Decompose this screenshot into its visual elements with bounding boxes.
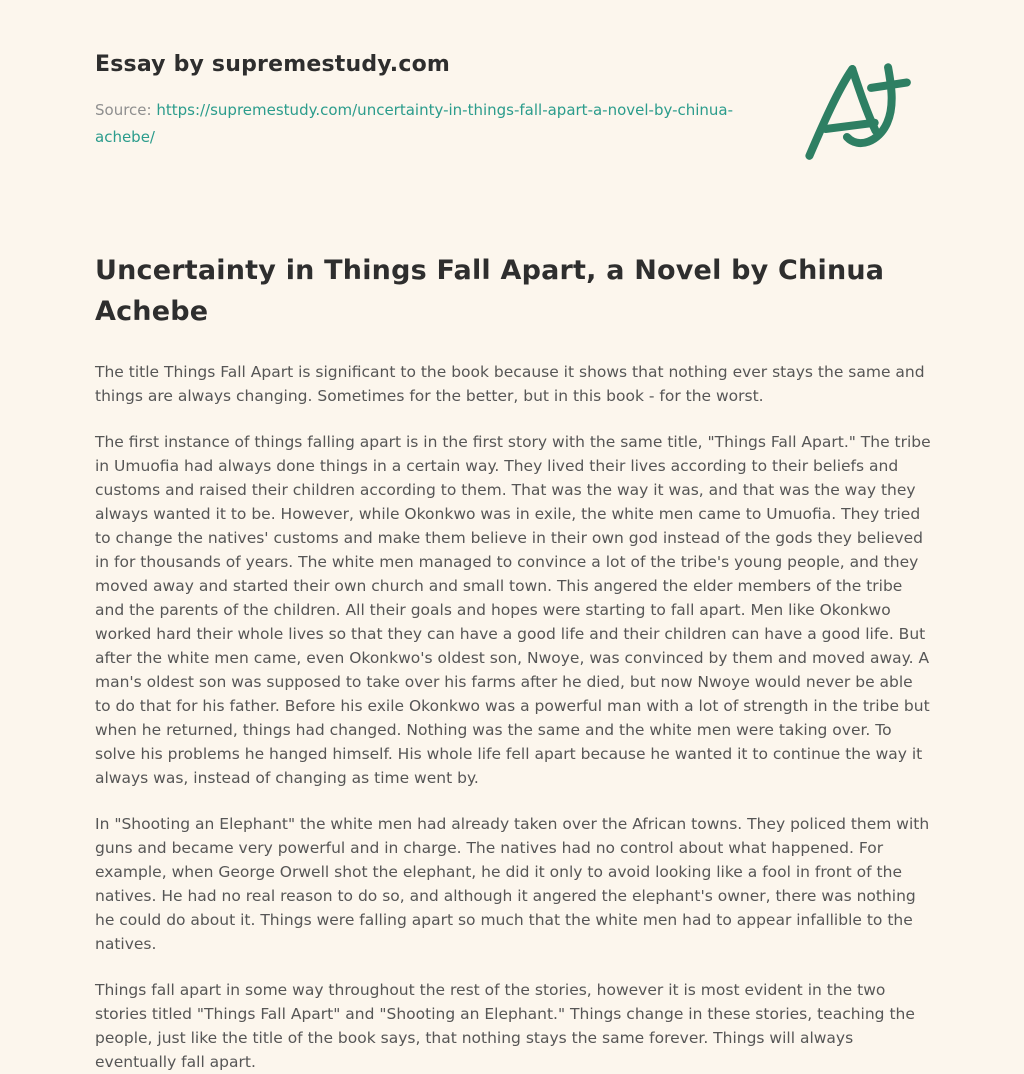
essay-title: Uncertainty in Things Fall Apart, a Novel by Chinua Achebe — [95, 255, 885, 327]
source-label: Source: — [95, 101, 157, 119]
source-line — [95, 97, 760, 151]
essay-paragraph-3: In "Shooting an Elephant" the white men had already taken over the African towns. They policed them with guns and became very powerful and in charge. The natives had no control about what happened. For example, when George Orwell shot the elephant, he did it only to avoid looking like a fool in front of the natives. He had no real reason to do so, and although it angered the elephant's owner, there was nothing he could do about it. Things were falling apart so much that the white men had to appear infallible to the natives. — [95, 815, 930, 953]
a-plus-logo-icon — [796, 60, 914, 164]
header-text-block — [95, 52, 760, 151]
essay-paragraph-4: Things fall apart in some way throughout the rest of the stories, however it is most evident in the two stories titled "Things Fall Apart" and "Shooting an Elephant." Things change in these stories, teaching the people, just like the title of the book says, that nothing stays the same forever. Things will always eventually fall apart. — [95, 981, 915, 1071]
page-header — [95, 52, 932, 164]
essay-paragraph-2: The first instance of things falling apart is in the first story with the same title, "Things Fall Apart." The tribe in Umuofia had always done things in a certain way. They lived their lives according to their beliefs and customs and raised their children according to them. That was the way it was, and that was the way they always wanted it to be. However, while Okonkwo was in exile, the white men came to Umuofia. They tried to change the natives' customs and make them believe in their own god instead of the gods they believed in for thousands of years. The white men managed to convince a lot of the tribe's young people, and they moved away and started their own church and small town. This angered the elder members of the tribe and the parents of the children. All their goals and hopes were starting to fall apart. Men like Okonkwo worked hard their whole lives so that they can have a good life and their children can have a good life. But after the white men came, even Okonkwo's oldest son, Nwoye, was convinced by them and moved away. A man's oldest son was supposed to take over his farms after he died, but now Nwoye would never be able to do that for his father. Before his exile Okonkwo was a powerful man with a lot of strength in the tribe but when he returned, things had changed. Nothing was the same and the white men were taking over. To solve his problems he hanged himself. His whole life fell apart because he wanted it to continue the way it always was, instead of changing as time went by. — [95, 433, 931, 787]
site-byline: Essay by supremestudy.com — [95, 52, 451, 77]
source-url-link[interactable]: https://supremestudy.com/uncertainty-in-things-fall-apart-a-novel-by-chinua-achebe/ — [95, 101, 734, 146]
essay-body — [95, 360, 932, 1074]
essay-paragraph-1: The title Things Fall Apart is significant to the book because it shows that nothing ever stays the same and things are always changing. Sometimes for the better, but in this book - for the worst. — [95, 363, 925, 405]
